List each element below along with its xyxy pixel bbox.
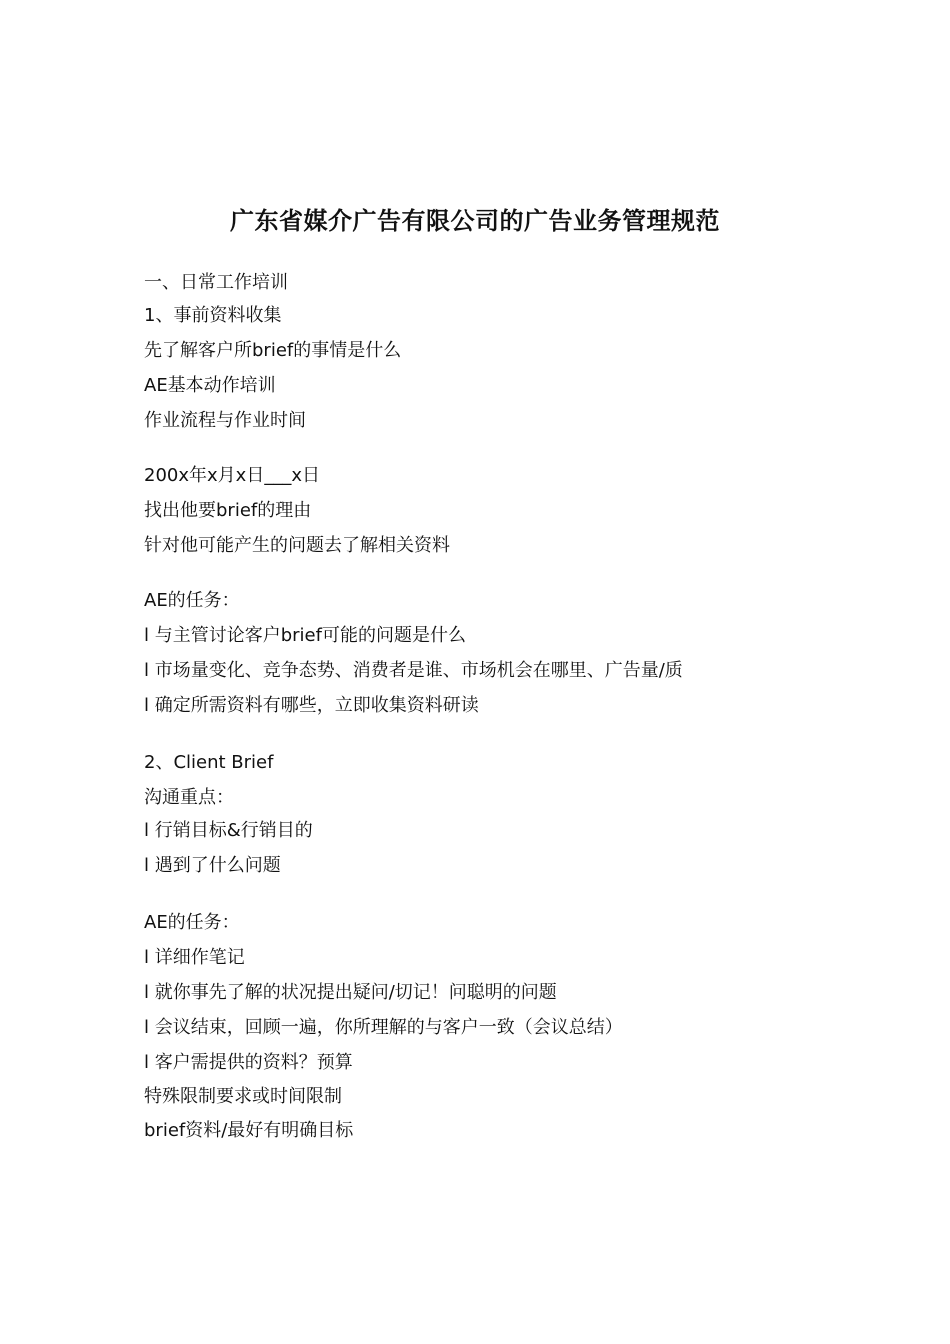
task-heading: AE的任务：	[144, 590, 240, 611]
list-item: l 确定所需资料有哪些，立即收集资料研读	[144, 695, 479, 716]
paragraph-line: brief资料/最好有明确目标	[144, 1120, 354, 1141]
list-item: l 与主管讨论客户brief可能的问题是什么	[144, 625, 466, 646]
document-title: 广东省媒介广告有限公司的广告业务管理规范	[230, 207, 720, 235]
paragraph-line: 特殊限制要求或时间限制	[144, 1086, 342, 1107]
paragraph-line: 先了解客户所brief的事情是什么	[144, 340, 402, 361]
subsection-heading-client-brief: 2、Client Brief	[144, 752, 274, 773]
paragraph-line: 针对他可能产生的问题去了解相关资料	[144, 535, 450, 556]
paragraph-line: AE基本动作培训	[144, 375, 276, 396]
subsection-heading-info-collection: 1、事前资料收集	[144, 305, 282, 326]
list-item: l 会议结束，回顾一遍，你所理解的与客户一致（会议总结）	[144, 1017, 623, 1038]
list-item: l 市场量变化、竞争态势、消费者是谁、市场机会在哪里、广告量/质	[144, 660, 683, 681]
list-item: l 就你事先了解的状况提出疑问/切记！问聪明的问题	[144, 982, 557, 1003]
list-item: l 遇到了什么问题	[144, 855, 281, 876]
task-heading: AE的任务：	[144, 912, 240, 933]
list-item: l 详细作笔记	[144, 947, 245, 968]
paragraph-line: 200x年x月x日___x日	[144, 465, 320, 486]
list-item: l 客户需提供的资料？预算	[144, 1052, 353, 1073]
paragraph-line: 找出他要brief的理由	[144, 500, 312, 521]
section-heading-daily-training: 一、日常工作培训	[144, 272, 288, 293]
paragraph-line: 作业流程与作业时间	[144, 410, 306, 431]
paragraph-line: 沟通重点：	[144, 787, 234, 808]
list-item: l 行销目标&行销目的	[144, 820, 313, 841]
